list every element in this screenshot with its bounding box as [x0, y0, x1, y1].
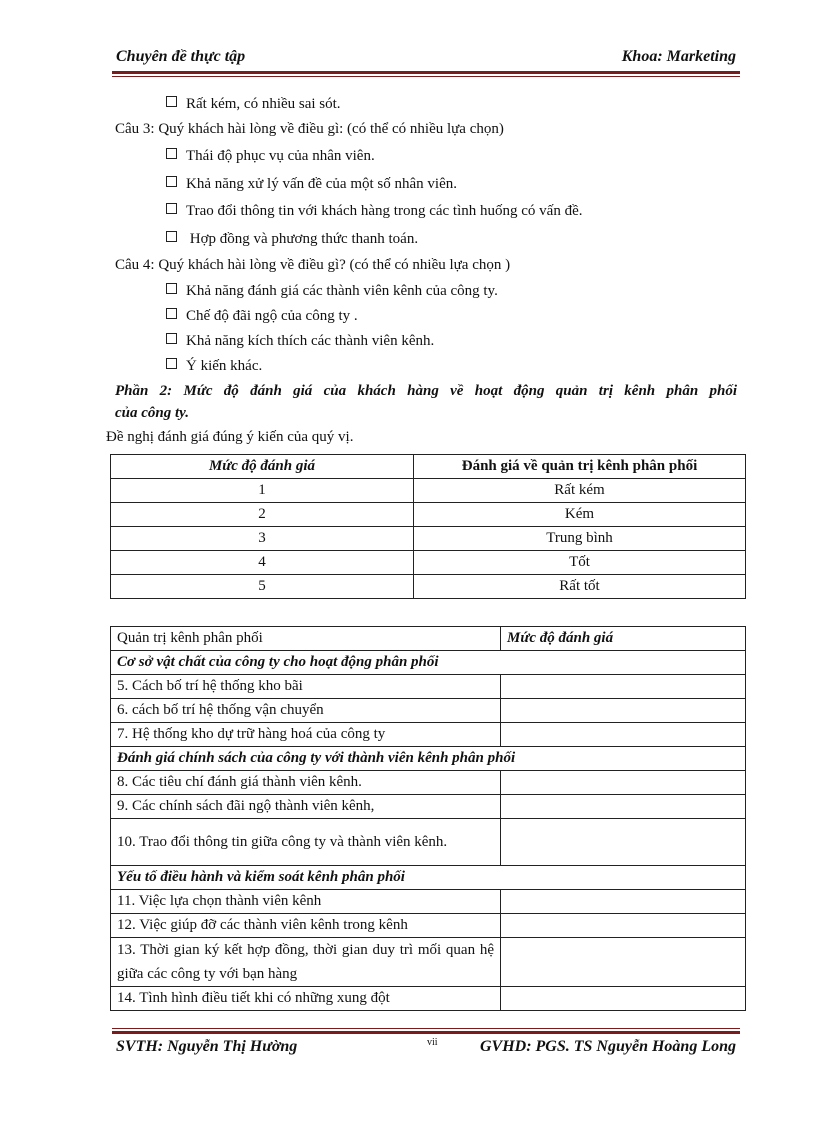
rating-cell[interactable]	[501, 819, 746, 866]
checkbox-icon[interactable]	[166, 96, 177, 107]
question-3: Câu 3: Quý khách hài lòng về điều gì: (có thể có nhiều lựa chọn)	[115, 121, 504, 137]
footer-rule	[112, 1031, 740, 1034]
checkbox-option[interactable]: Thái độ phục vụ của nhân viên.	[166, 148, 375, 165]
table-row: 9. Các chính sách đãi ngộ thành viên kênh,	[111, 795, 746, 819]
table-row: 13. Thời gian ký kết hợp đồng, thời gian duy trì mối quan hệ giữa các công ty với bạn hàng	[111, 938, 746, 987]
rating-cell[interactable]	[501, 699, 746, 723]
checkbox-icon[interactable]	[166, 176, 177, 187]
table-row: 14. Tình hình điều tiết khi có những xung đột	[111, 987, 746, 1011]
instruction-text: Đề nghị đánh giá đúng ý kiến của quý vị.	[106, 429, 354, 445]
section-row: Đánh giá chính sách của công ty với thành viên kênh phân phối	[111, 747, 746, 771]
section-row: Cơ sở vật chất của công ty cho hoạt động phân phối	[111, 651, 746, 675]
checkbox-option[interactable]: Trao đổi thông tin với khách hàng trong các tình huống có vấn đề.	[166, 203, 582, 220]
checkbox-option[interactable]: Khả năng kích thích các thành viên kênh.	[166, 333, 434, 350]
rating-cell[interactable]	[501, 795, 746, 819]
table-row: 7. Hệ thống kho dự trữ hàng hoá của công ty	[111, 723, 746, 747]
table-row: 8. Các tiêu chí đánh giá thành viên kênh.	[111, 771, 746, 795]
checkbox-icon[interactable]	[166, 308, 177, 319]
table-header: Quản trị kênh phân phối	[111, 627, 501, 651]
checkbox-option[interactable]: Khả năng xử lý vấn đề của một số nhân viên.	[166, 176, 457, 193]
rating-cell[interactable]	[501, 938, 746, 987]
table-header: Đánh giá về quản trị kênh phân phối	[414, 455, 746, 479]
header-right: Khoa: Marketing	[621, 48, 736, 65]
part-2-heading-cont: của công ty.	[115, 405, 190, 421]
checkbox-option[interactable]: Chế độ đãi ngộ của công ty .	[166, 308, 358, 325]
header-rule-thin	[112, 76, 740, 77]
table-row: 5 Rất tốt	[111, 575, 746, 599]
table-row: 10. Trao đổi thông tin giữa công ty và thành viên kênh.	[111, 819, 746, 866]
table-row: 3 Trung bình	[111, 527, 746, 551]
header-left: Chuyên đề thực tập	[116, 48, 246, 65]
table-header: Mức độ đánh giá	[111, 455, 414, 479]
rating-scale-table	[110, 454, 746, 599]
page-number: vii	[427, 1037, 438, 1048]
rating-cell[interactable]	[501, 890, 746, 914]
checkbox-icon[interactable]	[166, 231, 177, 242]
table-row: 1 Rất kém	[111, 479, 746, 503]
checkbox-option[interactable]: Ý kiến khác.	[166, 358, 262, 375]
header-rule	[112, 71, 740, 74]
checkbox-icon[interactable]	[166, 358, 177, 369]
table-row: 2 Kém	[111, 503, 746, 527]
checkbox-icon[interactable]	[166, 148, 177, 159]
rating-cell[interactable]	[501, 723, 746, 747]
checkbox-icon[interactable]	[166, 333, 177, 344]
table-row: 5. Cách bố trí hệ thống kho bãi	[111, 675, 746, 699]
table-header: Mức độ đánh giá	[501, 627, 746, 651]
checkbox-option[interactable]: Rất kém, có nhiều sai sót.	[166, 96, 341, 113]
footer-right: GVHD: PGS. TS Nguyễn Hoàng Long	[479, 1038, 736, 1055]
table-row: 12. Việc giúp đỡ các thành viên kênh trong kênh	[111, 914, 746, 938]
rating-cell[interactable]	[501, 675, 746, 699]
part-2-heading: Phần 2: Mức độ đánh giá của khách hàng về hoạt động quản trị kênh phân phối	[115, 383, 737, 399]
question-4: Câu 4: Quý khách hài lòng về điều gì? (có thể có nhiều lựa chọn )	[115, 257, 511, 273]
channel-management-table	[110, 626, 746, 1011]
section-row: Yếu tố điều hành và kiểm soát kênh phân phối	[111, 866, 746, 890]
table-row: 6. cách bố trí hệ thống vận chuyển	[111, 699, 746, 723]
table-row: 11. Việc lựa chọn thành viên kênh	[111, 890, 746, 914]
rating-cell[interactable]	[501, 987, 746, 1011]
rating-cell[interactable]	[501, 914, 746, 938]
table-row: 4 Tốt	[111, 551, 746, 575]
checkbox-option[interactable]: Khả năng đánh giá các thành viên kênh của công ty.	[166, 283, 498, 300]
page-header	[116, 48, 736, 66]
footer-rule-thin	[112, 1028, 740, 1029]
checkbox-icon[interactable]	[166, 203, 177, 214]
rating-cell[interactable]	[501, 771, 746, 795]
checkbox-option[interactable]: Hợp đồng và phương thức thanh toán.	[166, 231, 418, 248]
footer-left: SVTH: Nguyễn Thị Hường	[116, 1038, 298, 1055]
checkbox-icon[interactable]	[166, 283, 177, 294]
